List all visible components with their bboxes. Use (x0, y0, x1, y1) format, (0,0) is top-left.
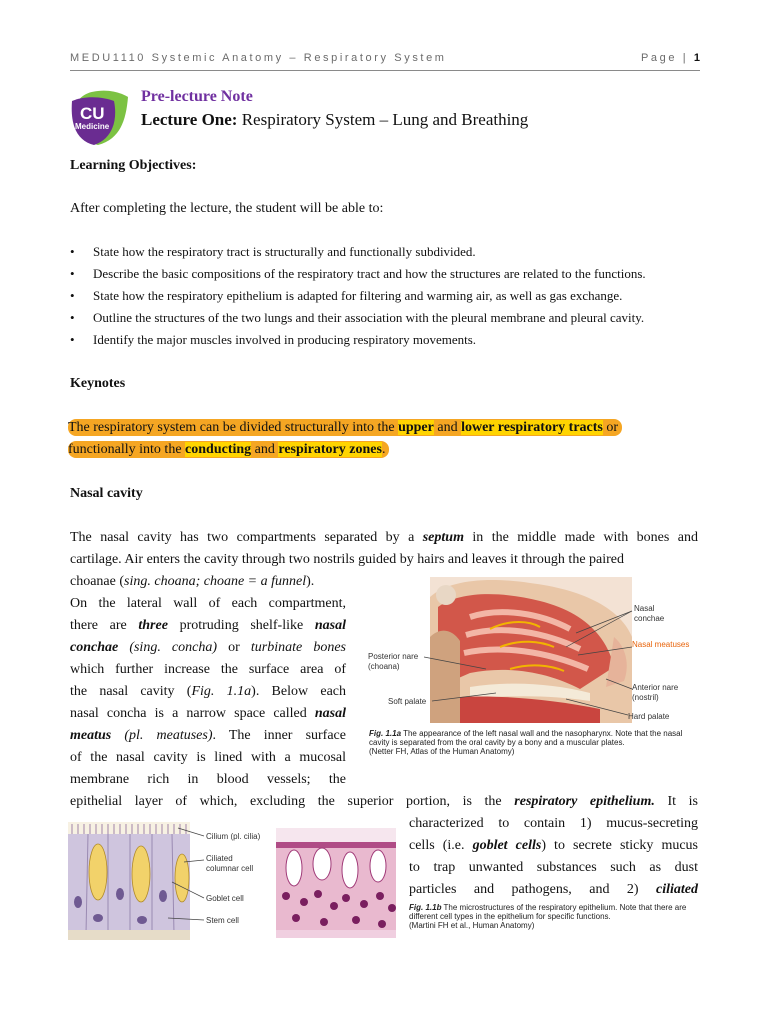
label-hard-palate: Hard palate (628, 712, 670, 721)
objective-item: • Identify the major muscles involved in producing respiratory movements. (70, 331, 710, 353)
nasal-heading: Nasal cavity (70, 486, 143, 501)
text-run: particles and pathogens, and 2) (409, 882, 656, 897)
term-septum: septum (422, 530, 464, 545)
text-run: ) to secrete sticky mucus (541, 838, 699, 853)
keynote-text: and (433, 420, 462, 435)
text-run: in the middle made with bones and (463, 530, 698, 545)
term-meatus: meatus (70, 728, 112, 743)
objective-item: • Describe the basic compositions of the respiratory tract and how the structures are related to the functions. (70, 265, 710, 287)
text-run: epithelial layer of which, excluding the superior portion, is the (70, 794, 515, 809)
caption-source: (Netter FH, Atlas of the Human Anatomy) (369, 747, 515, 756)
nasal-col-line5 (70, 682, 346, 704)
keynotes-heading: Keynotes (70, 376, 126, 391)
term-choana: sing. choana; choane = a funnel (124, 574, 307, 589)
figure-1-1b-leaders (68, 822, 278, 942)
nasal-col-line7 (70, 726, 346, 748)
nasal-right-line1: characterized to contain 1) mucus-secreting (409, 816, 698, 831)
term-conchae: conchae (70, 640, 119, 655)
nasal-col-line6 (70, 704, 346, 726)
caption-num: Fig. 1.1b (409, 903, 442, 912)
caption-text: The microstructures of the respiratory epithelium. Note that there are different cell types in the epithelium for specific functions. (409, 903, 687, 921)
header-rule (70, 70, 700, 71)
label-nasal-conchae: Nasal conchae (634, 604, 665, 623)
text-run: or (217, 640, 251, 655)
term-nasal: nasal (314, 618, 346, 633)
term-three: three (138, 618, 168, 633)
label-nasal-meatuses: Nasal meatuses (632, 640, 690, 649)
keynote-text: functionally into the (68, 442, 186, 457)
course-title: MEDU1110 Systemic Anatomy – Respiratory System (70, 52, 447, 64)
keynote-conducting: conducting (185, 442, 252, 457)
objectives-intro: After completing the lecture, the student will be able to: (70, 201, 384, 216)
epithelium-micrograph (276, 828, 396, 938)
text-run: cells (i.e. (409, 838, 473, 853)
label-posterior-nare: Posterior nare (choana) (368, 652, 419, 671)
term-nasal-meatus: nasal (314, 706, 346, 721)
logo-cu: CU (80, 104, 105, 123)
label-stem-cell: Stem cell (206, 916, 239, 925)
text-run: . The inner surface (212, 728, 346, 743)
text-run: the nasal cavity ( (70, 684, 192, 699)
nasal-p1-line2: cartilage. Air enters the cavity through two nostrils guided by hairs and leaves it through the paired (70, 552, 625, 567)
objective-item: • State how the respiratory tract is structurally and functionally subdivided. (70, 243, 710, 265)
page-indicator (641, 52, 700, 64)
fig-ref: Fig. 1.1a (191, 684, 252, 699)
lecture-title (141, 110, 528, 130)
term-respiratory-epithelium: respiratory epithelium. (514, 794, 655, 809)
text-run: choanae ( (70, 574, 125, 589)
keynote-upper: upper (398, 420, 434, 435)
keynote-text: . (381, 442, 386, 457)
objective-item: • State how the respiratory epithelium is adapted for filtering and warming air, as well as gas exchange. (70, 287, 710, 309)
term-meatuses: (pl. meatuses) (111, 728, 213, 743)
label-soft-palate: Soft palate (388, 697, 427, 706)
term-ciliated: ciliated (656, 882, 698, 897)
objectives-heading: Learning Objectives: (70, 158, 197, 173)
label-anterior-nare: Anterior nare (nostril) (632, 683, 679, 702)
keynote-line-1 (68, 420, 622, 436)
caption-source: (Martini FH et al., Human Anatomy) (409, 921, 535, 930)
nasal-p1-line3 (70, 572, 314, 594)
caption-text: The appearance of the left nasal wall and the nasopharynx. Note that the nasal cavity is separated from the oral cavity by a bony and a muscular plates. (369, 729, 683, 747)
page-label: Page | (641, 52, 689, 64)
label-ciliated-cell: Ciliated columnar cell (206, 854, 254, 873)
text-run: ). (306, 574, 315, 589)
caption-num: Fig. 1.1a (369, 729, 402, 738)
figure-1-1a-leaders (366, 577, 700, 727)
text-run: protruding shelf-like (167, 618, 315, 633)
keynote-lower: lower respiratory tracts (461, 420, 603, 435)
nasal-col-line1: On the lateral wall of each compartment, (70, 596, 346, 611)
label-cilium: Cilium (pl. cilia) (206, 832, 261, 841)
page-number: 1 (693, 52, 700, 64)
lecture-label: Lecture One: (141, 110, 238, 129)
figure-1-1b (68, 822, 398, 942)
keynote-text: The respiratory system can be divided structurally into the (68, 420, 399, 435)
logo-medicine: Medicine (75, 122, 110, 131)
nasal-col-line9: membrane rich in blood vessels; the (70, 772, 346, 787)
text-run: The nasal cavity has two compartments separated by a (70, 530, 423, 545)
cu-medicine-logo (68, 87, 130, 149)
caption-fig-1-1a (369, 729, 689, 756)
lecture-name: Respiratory System – Lung and Breathing (237, 110, 529, 129)
term-concha: (sing. concha) (118, 640, 218, 655)
nasal-right-line4 (409, 880, 698, 902)
nasal-col-line8: of the nasal cavity is lined with a mucosal (70, 750, 346, 765)
nasal-right-line2 (409, 836, 698, 858)
nasal-p1-line1 (70, 528, 698, 550)
nasal-col-line3 (70, 638, 346, 660)
caption-fig-1-1b (409, 903, 699, 930)
running-header (70, 52, 700, 68)
text-run: ). Below each (251, 684, 346, 699)
objectives-list (70, 243, 710, 353)
keynote-text: or (602, 420, 619, 435)
nasal-col-line4: which further increase the surface area of (70, 662, 346, 677)
keynote-text: and (251, 442, 279, 457)
figure-1-1a (366, 577, 700, 727)
objective-item: • Outline the structures of the two lungs and their association with the pleural membrane and pleural cavity. (70, 309, 710, 331)
nasal-col-line2 (70, 616, 346, 638)
pre-lecture-label: Pre-lecture Note (141, 88, 253, 105)
term-goblet: goblet cells (472, 838, 542, 853)
text-run: It is (654, 794, 699, 809)
keynote-line-2 (68, 442, 389, 458)
text-run: there are (70, 618, 139, 633)
nasal-p2-line1 (70, 792, 698, 814)
nasal-right-line3: to trap unwanted substances such as dust (409, 860, 698, 875)
keynote-respiratory: respiratory zones (278, 442, 382, 457)
term-turbinate: turbinate bones (250, 640, 346, 655)
text-run: nasal concha is a narrow space called (70, 706, 315, 721)
label-goblet-cell: Goblet cell (206, 894, 244, 903)
